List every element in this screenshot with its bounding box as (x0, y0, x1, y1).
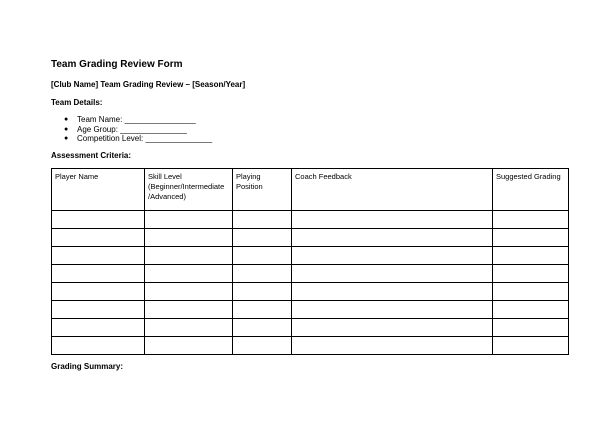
coach-feedback-cell (292, 265, 493, 283)
team-details-list (64, 115, 212, 144)
skill-level-cell (145, 283, 233, 301)
playing-position-cell (233, 337, 292, 355)
skill-level-cell (145, 211, 233, 229)
playing-position-cell (233, 229, 292, 247)
coach-feedback-cell (292, 283, 493, 301)
player-name-cell (52, 337, 145, 355)
coach-feedback-cell (292, 319, 493, 337)
coach-feedback-cell (292, 211, 493, 229)
table-row (52, 319, 569, 337)
player-name-cell (52, 229, 145, 247)
playing-position-cell (233, 301, 292, 319)
column-header-skill-level: Skill Level (Beginner/Intermediate /Advanced) (145, 169, 233, 211)
suggested-grading-cell (493, 283, 569, 301)
coach-feedback-cell (292, 229, 493, 247)
table-row (52, 211, 569, 229)
form-subtitle: [Club Name] Team Grading Review – [Season/Year] (51, 80, 246, 89)
list-item-team-name (64, 115, 212, 125)
column-header-player-name: Player Name (52, 169, 145, 211)
list-item-age-group (64, 125, 212, 135)
suggested-grading-cell (493, 319, 569, 337)
table-row (52, 265, 569, 283)
table-row (52, 337, 569, 355)
coach-feedback-cell (292, 301, 493, 319)
skill-level-cell (145, 247, 233, 265)
table-row (52, 301, 569, 319)
assessment-criteria-heading: Assessment Criteria: (51, 151, 132, 160)
grading-summary-heading: Grading Summary: (51, 362, 124, 371)
suggested-grading-cell (493, 229, 569, 247)
bullet-icon: ● (64, 135, 69, 142)
suggested-grading-cell (493, 265, 569, 283)
playing-position-cell (233, 211, 292, 229)
player-name-cell (52, 301, 145, 319)
suggested-grading-cell (493, 301, 569, 319)
coach-feedback-cell (292, 337, 493, 355)
coach-feedback-cell (292, 247, 493, 265)
assessment-table (51, 168, 569, 355)
skill-level-cell (145, 319, 233, 337)
player-name-cell (52, 211, 145, 229)
column-header-playing-position: Playing Position (233, 169, 292, 211)
skill-level-cell (145, 301, 233, 319)
bullet-icon: ● (64, 125, 69, 133)
playing-position-cell (233, 265, 292, 283)
table-header-row (52, 169, 569, 211)
table-row (52, 283, 569, 301)
skill-level-cell (145, 265, 233, 283)
team-name-field: Team Name: ________________ (77, 115, 196, 124)
player-name-cell (52, 247, 145, 265)
skill-level-cell (145, 229, 233, 247)
table-body (52, 211, 569, 355)
age-group-field: Age Group: _______________ (77, 124, 187, 134)
playing-position-cell (233, 247, 292, 265)
competition-level-field: Competition Level: _______________ (77, 134, 213, 143)
column-header-coach-feedback: Coach Feedback (292, 169, 493, 211)
table-row (52, 229, 569, 247)
suggested-grading-cell (493, 211, 569, 229)
bullet-icon: ● (64, 116, 69, 123)
player-name-cell (52, 283, 145, 301)
playing-position-cell (233, 319, 292, 337)
playing-position-cell (233, 283, 292, 301)
player-name-cell (52, 265, 145, 283)
suggested-grading-cell (493, 247, 569, 265)
suggested-grading-cell (493, 337, 569, 355)
list-item-competition-level (64, 134, 212, 144)
form-title: Team Grading Review Form (51, 59, 183, 70)
table-row (52, 247, 569, 265)
player-name-cell (52, 319, 145, 337)
column-header-suggested-grading: Suggested Grading (493, 169, 569, 211)
skill-level-cell (145, 337, 233, 355)
team-details-heading: Team Details: (51, 98, 103, 107)
